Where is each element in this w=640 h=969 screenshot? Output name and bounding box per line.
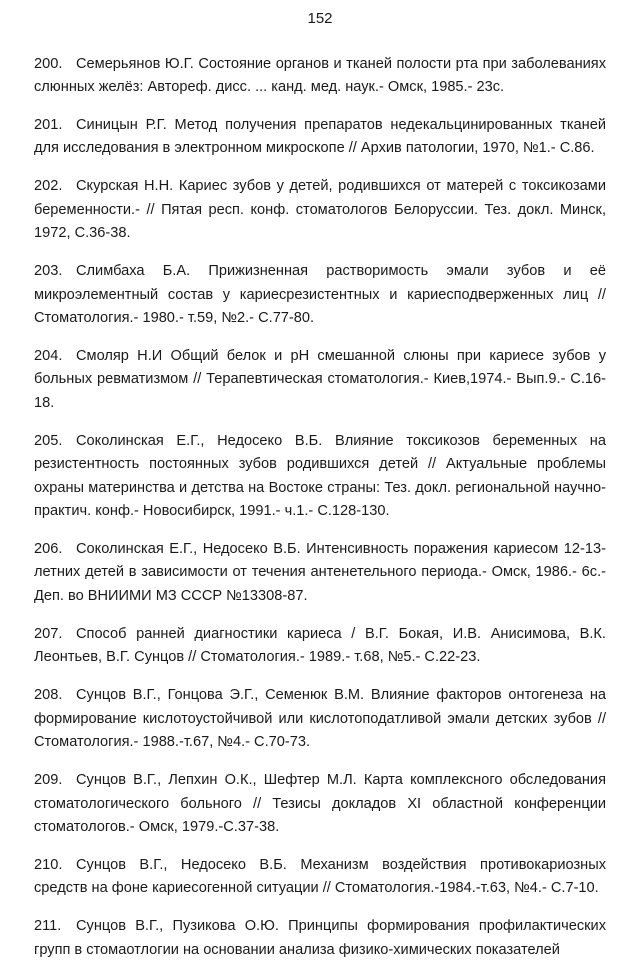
- reference-text: Сунцов В.Г., Недосеко В.Б. Механизм воздействия противокариозных средств на фоне кариесогенной ситуации // Стоматология.-1984.-т.63, №4.- С.7-10.: [34, 856, 606, 897]
- reference-number: 201.: [34, 117, 63, 133]
- reference-text: Способ ранней диагностики кариеса / В.Г. Бокая, И.В. Анисимова, В.К. Леонтьев, В.Г. Сунцов // Стоматология.- 1989.- т.68, №5.- С.22-23.: [34, 625, 606, 666]
- reference-item: [34, 684, 606, 754]
- reference-number: 209.: [34, 772, 63, 789]
- reference-text: Семерьянов Ю.Г. Состояние органов и тканей полости рта при заболеваниях слюнных желёз: Автореф. дисс. ... канд. мед. наук.- Омск, 1985.- 23с.: [34, 55, 606, 95]
- reference-number: 204.: [34, 348, 63, 365]
- reference-item: [34, 623, 606, 670]
- reference-number: 210.: [34, 856, 63, 873]
- reference-item: [34, 538, 606, 608]
- reference-number: 208.: [34, 687, 63, 704]
- reference-text: Смоляр Н.И Общий белок и pH смешанной слюны при кариесе зубов у больных ревматизмом // Терапевтическая стоматология.- Киев,1974.- Вып.9.- С.16-18.: [34, 348, 606, 411]
- reference-item: [34, 769, 606, 839]
- reference-text: Сунцов В.Г., Лепхин О.К., Шефтер М.Л. Карта комплексного обследования стоматологического больного // Тезисы докладов XI областной конференции стоматологов.- Омск, 1979.-С.37-38.: [34, 772, 606, 835]
- reference-text: Соколинская Е.Г., Недосеко В.Б. Влияние токсикозов беременных на резистентность постоянных зубов родившихся детей // Актуальные проблемы охраны материнства и детства на Востоке страны: Тез. докл. региональной научно-практич. конф.- Новосибирск, 1991.- ч.1.- С.128-130.: [34, 432, 606, 520]
- reference-number: 202.: [34, 178, 63, 195]
- reference-item: [34, 915, 606, 962]
- reference-text: Скурская Н.Н. Кариес зубов у детей, родившихся от матерей с токсикозами беременности.- // Пятая респ. конф. стоматологов Белоруссии. Тез. докл. Минск, 1972, С.36-38.: [34, 178, 606, 242]
- reference-number: 211.: [34, 918, 62, 935]
- reference-number: 203.: [34, 263, 63, 280]
- reference-text: Сунцов В.Г., Пузикова О.Ю. Принципы формирования профилактических групп в стомаотлогии на основании анализа физико-химических показателей: [34, 918, 606, 958]
- reference-text: Соколинская Е.Г., Недосеко В.Б. Интенсивность поражения кариесом 12-13-летних детей в зависимости от течения антенетельного периода.- Омск, 1986.- 6с.- Деп. во ВНИИМИ МЗ СССР №13308-87.: [34, 541, 606, 604]
- page-number: 152: [307, 10, 333, 27]
- reference-item: [34, 854, 606, 901]
- reference-item: [34, 430, 606, 524]
- reference-item: [34, 345, 606, 415]
- reference-text: Синицын Р.Г. Метод получения препаратов недекальцинированных тканей для исследования в электронном микроскопе // Архив патологии, 1970, №1.- С.86.: [34, 117, 606, 157]
- reference-number: 205.: [34, 432, 63, 449]
- reference-number: 200.: [34, 55, 63, 72]
- reference-item: [34, 53, 606, 100]
- reference-item: [34, 175, 606, 245]
- reference-item: [34, 260, 606, 330]
- reference-list: [34, 38, 606, 969]
- reference-text: Слимбаха Б.А. Прижизненная растворимость эмали зубов и её микроэлементный состав у кариесрезистентных и кариесподверженных лиц // Стоматология.- 1980.- т.59, №2.- С.77-80.: [34, 263, 606, 327]
- reference-number: 206.: [34, 541, 63, 558]
- reference-text: Сунцов В.Г., Гонцова Э.Г., Семенюк В.М. Влияние факторов онтогенеза на формирование кислотоустойчивой или кислотоподатливой эмали детских зубов // Стоматология.- 1988.-т.67, №4.- С.70-73.: [34, 687, 606, 751]
- reference-number: 207.: [34, 625, 63, 642]
- reference-item: [34, 114, 606, 161]
